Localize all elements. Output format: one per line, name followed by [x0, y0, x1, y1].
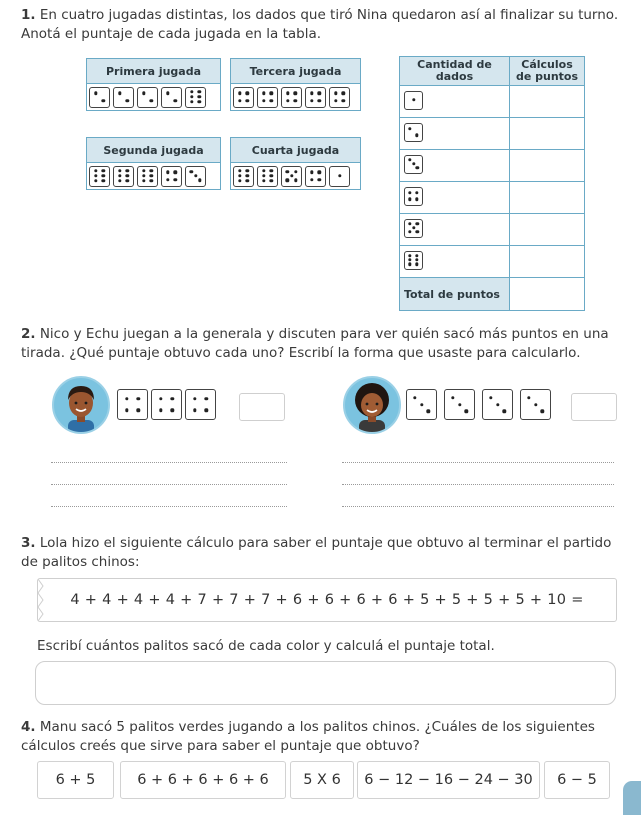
option-2[interactable]: 6 + 6 + 6 + 6 + 6 — [120, 761, 286, 799]
pip — [270, 91, 273, 94]
pip — [262, 174, 265, 177]
pip — [125, 397, 128, 400]
pip — [294, 91, 297, 94]
pip — [198, 95, 201, 98]
pip — [150, 174, 153, 177]
play-title: Tercera jugada — [231, 59, 361, 84]
pip — [94, 174, 97, 177]
pip — [174, 99, 177, 102]
die-face-icon — [137, 166, 158, 187]
die-face-icon — [151, 389, 182, 420]
option-3[interactable]: 5 X 6 — [290, 761, 354, 799]
pip — [412, 162, 415, 165]
pip — [190, 95, 193, 98]
option-5[interactable]: 6 − 5 — [544, 761, 610, 799]
pip — [194, 174, 197, 177]
pip — [118, 91, 121, 94]
calc-box — [37, 578, 617, 622]
pip — [118, 179, 121, 182]
pip — [408, 258, 411, 261]
option-4[interactable]: 6 − 12 − 16 − 24 − 30 — [357, 761, 540, 799]
die-face-icon — [305, 87, 326, 108]
answer-line[interactable] — [51, 484, 287, 485]
pip — [166, 178, 169, 181]
pip — [94, 169, 97, 172]
question-text: Manu sacó 5 palitos verdes jugando a los palitos chinos. ¿Cuáles de los siguientes cálculos creés que sirve para saber el puntaje que obtuvo? — [21, 719, 595, 754]
die-face-icon — [233, 87, 254, 108]
pip — [408, 127, 411, 130]
pip — [190, 90, 193, 93]
play-title: Segunda jugada — [87, 138, 221, 163]
pip — [285, 179, 288, 182]
die-face-icon — [257, 87, 278, 108]
pip — [166, 170, 169, 173]
die-face-icon — [404, 91, 423, 110]
pip — [285, 170, 288, 173]
pip — [408, 158, 411, 161]
pip — [246, 169, 249, 172]
pip — [294, 99, 297, 102]
pip — [94, 91, 97, 94]
pip — [310, 170, 313, 173]
die-face-icon — [185, 87, 206, 108]
pip — [270, 99, 273, 102]
pip — [150, 169, 153, 172]
pip — [270, 169, 273, 172]
die-face-icon — [89, 87, 110, 108]
boy-avatar-icon — [52, 376, 110, 434]
pip — [310, 91, 313, 94]
die-face-icon — [281, 166, 302, 187]
answer-line[interactable] — [342, 506, 614, 507]
pip — [189, 170, 192, 173]
calc-cell[interactable] — [510, 86, 585, 118]
pip — [198, 100, 201, 103]
pip — [408, 230, 411, 233]
die-face-icon — [520, 389, 551, 420]
total-cell[interactable] — [510, 278, 585, 311]
die-face-icon — [113, 166, 134, 187]
die-face-icon — [329, 87, 350, 108]
pip — [416, 166, 419, 169]
nico-dice — [117, 389, 216, 420]
table-row — [400, 118, 585, 150]
pip — [496, 403, 499, 406]
table-row — [400, 86, 585, 118]
pip — [171, 409, 174, 412]
calc-cell[interactable] — [510, 214, 585, 246]
pip — [489, 396, 492, 399]
table-row — [400, 182, 585, 214]
pip — [294, 170, 297, 173]
echu-answer-box[interactable] — [571, 393, 617, 421]
play-title: Primera jugada — [87, 59, 221, 84]
pip — [193, 397, 196, 400]
pip — [534, 403, 537, 406]
pip — [416, 222, 419, 225]
pip — [415, 254, 418, 257]
pip — [412, 226, 415, 229]
q3-answer-box[interactable] — [35, 661, 616, 705]
answer-line[interactable] — [51, 506, 287, 507]
pip — [334, 99, 337, 102]
pip — [412, 98, 415, 101]
pip — [238, 169, 241, 172]
die-face-icon — [113, 87, 134, 108]
pip — [318, 91, 321, 94]
pip — [246, 91, 249, 94]
pip — [150, 179, 153, 182]
pip — [270, 174, 273, 177]
table-row — [400, 150, 585, 182]
pip — [318, 170, 321, 173]
pip — [310, 99, 313, 102]
die-face-icon — [161, 166, 182, 187]
pip — [464, 409, 467, 412]
pip — [318, 99, 321, 102]
pip — [286, 99, 289, 102]
die-face-icon — [185, 389, 216, 420]
pip — [238, 99, 241, 102]
pip — [294, 179, 297, 182]
pip — [246, 174, 249, 177]
die-face-icon — [404, 251, 423, 270]
pip — [342, 99, 345, 102]
calc-expression: 4 + 4 + 4 + 4 + 7 + 7 + 7 + 6 + 6 + 6 + 6 + 5 + 5 + 5 + 5 + 10 = — [70, 592, 584, 608]
pip — [118, 174, 121, 177]
pip — [198, 179, 201, 182]
play-table-1 — [86, 58, 221, 111]
pip — [527, 396, 530, 399]
die-face-icon — [404, 187, 423, 206]
die-face-icon — [406, 389, 437, 420]
pip — [150, 99, 153, 102]
pip — [451, 396, 454, 399]
question-1 — [21, 6, 621, 44]
total-label: Total de puntos — [400, 278, 510, 311]
pip — [415, 134, 418, 137]
question-text: Nico y Echu juegan a la generala y discuten para ver quién sacó más puntos en una tirada. ¿Qué puntaje obtuvo cada uno? Escribí la forma que usaste para calcularlo. — [21, 326, 609, 361]
pip — [190, 100, 193, 103]
play-table-3 — [230, 58, 361, 111]
question-4 — [21, 718, 621, 756]
pip — [408, 254, 411, 257]
score-table — [399, 56, 585, 311]
calc-cell[interactable] — [510, 246, 585, 278]
play-dice — [89, 87, 218, 108]
die-face-icon — [444, 389, 475, 420]
die-face-icon — [185, 166, 206, 187]
question-number: 1. — [21, 7, 36, 23]
play-table-4 — [230, 137, 361, 190]
pip — [174, 170, 177, 173]
die-face-icon — [281, 87, 302, 108]
pip — [238, 91, 241, 94]
pip — [415, 258, 418, 261]
answer-line[interactable] — [342, 462, 614, 463]
question-3 — [21, 534, 621, 572]
pip — [102, 169, 105, 172]
pip — [171, 397, 174, 400]
play-dice — [233, 87, 358, 108]
pip — [125, 409, 128, 412]
pip — [193, 409, 196, 412]
pip — [94, 179, 97, 182]
pip — [126, 99, 129, 102]
die-face-icon — [404, 123, 423, 142]
question-text: Lola hizo el siguiente cálculo para saber el puntaje que obtuvo al terminar el partido de palitos chinos: — [21, 535, 612, 570]
pip — [142, 179, 145, 182]
pip — [262, 169, 265, 172]
pip — [290, 174, 293, 177]
pip — [408, 191, 411, 194]
question-text: En cuatro jugadas distintas, los dados que tiró Nina quedaron así al finalizar su turno. Anotá el puntaje de cada jugada en la tabla. — [21, 7, 619, 42]
pip — [413, 396, 416, 399]
pip — [159, 397, 162, 400]
die-face-icon — [404, 155, 423, 174]
pip — [342, 91, 345, 94]
page-tab — [623, 781, 641, 815]
die-face-icon — [161, 87, 182, 108]
answer-line[interactable] — [51, 462, 287, 463]
pip — [270, 179, 273, 182]
pip — [415, 198, 418, 201]
pip — [142, 169, 145, 172]
pip — [238, 174, 241, 177]
pip — [238, 179, 241, 182]
pip — [262, 91, 265, 94]
pip — [310, 178, 313, 181]
play-dice — [233, 166, 358, 187]
pip — [205, 397, 208, 400]
question-number: 4. — [21, 719, 36, 735]
pip — [166, 91, 169, 94]
pip — [142, 91, 145, 94]
die-face-icon — [329, 166, 350, 187]
table-row — [400, 214, 585, 246]
pip — [159, 409, 162, 412]
table-row — [400, 246, 585, 278]
header-count: Cantidad de dados — [400, 57, 510, 86]
die-face-icon — [305, 166, 326, 187]
die-face-icon — [89, 166, 110, 187]
die-face-icon — [233, 166, 254, 187]
pip — [318, 178, 321, 181]
pip — [420, 403, 423, 406]
pip — [205, 409, 208, 412]
question-2 — [21, 325, 621, 363]
pip — [137, 409, 140, 412]
play-title: Cuarta jugada — [231, 138, 361, 163]
die-face-icon — [117, 389, 148, 420]
calc-cell[interactable] — [510, 182, 585, 214]
pip — [102, 179, 105, 182]
pip — [126, 179, 129, 182]
play-dice — [89, 166, 218, 187]
pip — [262, 99, 265, 102]
die-face-icon — [137, 87, 158, 108]
pip — [118, 169, 121, 172]
pip — [458, 403, 461, 406]
die-face-icon — [404, 219, 423, 238]
pip — [246, 179, 249, 182]
calc-cell[interactable] — [510, 150, 585, 182]
calc-cell[interactable] — [510, 118, 585, 150]
nico-answer-box[interactable] — [239, 393, 285, 421]
pip — [102, 174, 105, 177]
answer-line[interactable] — [342, 484, 614, 485]
pip — [416, 230, 419, 233]
question-number: 2. — [21, 326, 36, 342]
pip — [408, 222, 411, 225]
pip — [126, 169, 129, 172]
pip — [408, 198, 411, 201]
pip — [102, 99, 105, 102]
pip — [286, 91, 289, 94]
die-face-icon — [482, 389, 513, 420]
pip — [540, 409, 543, 412]
pip — [415, 191, 418, 194]
pip — [338, 174, 341, 177]
pip — [408, 263, 411, 266]
total-row — [400, 278, 585, 311]
girl-avatar-icon — [343, 376, 401, 434]
instruction-text: Escribí cuántos palitos sacó de cada color y calculá el puntaje total. — [37, 638, 495, 654]
pip — [426, 409, 429, 412]
pip — [246, 99, 249, 102]
pip — [174, 178, 177, 181]
die-face-icon — [257, 166, 278, 187]
pip — [262, 179, 265, 182]
pip — [502, 409, 505, 412]
pip — [415, 263, 418, 266]
option-1[interactable]: 6 + 5 — [37, 761, 114, 799]
pip — [142, 174, 145, 177]
pip — [198, 90, 201, 93]
pip — [137, 397, 140, 400]
header-calc: Cálculos de puntos — [510, 57, 585, 86]
pip — [334, 91, 337, 94]
play-table-2 — [86, 137, 221, 190]
echu-dice — [406, 389, 551, 420]
question-number: 3. — [21, 535, 36, 551]
pip — [126, 174, 129, 177]
